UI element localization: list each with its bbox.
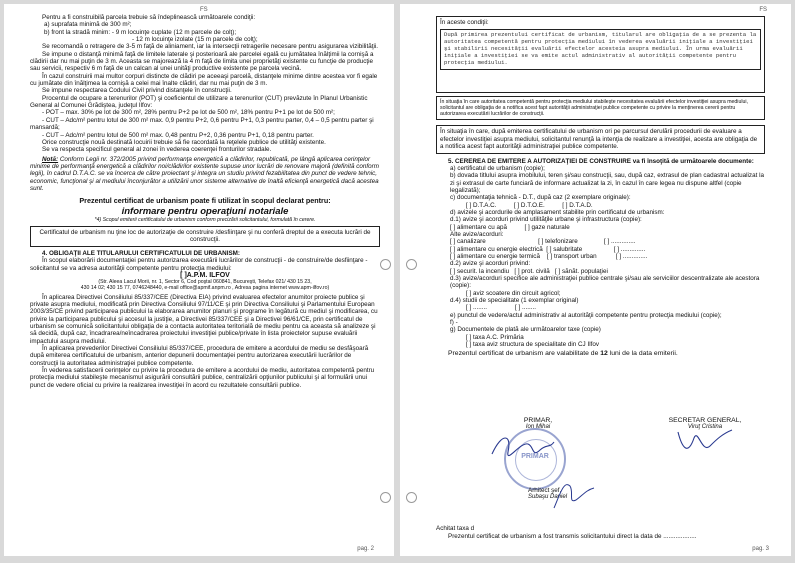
validity-suffix: luni de la data emiterii. (609, 350, 678, 358)
doc-line: f) - (450, 319, 458, 327)
doc-line: b) dovada titlului asupra imobilului, teren şi/sau construcţii, sau, după caz, extrasul de plan cadastral actualizat la zi şi extrasul de carte funciară de informare actualizat la zi, în cazul în care legea nu dispune altfel (copie legalizată); (450, 172, 764, 194)
conditions-box-3 (436, 125, 765, 153)
page-label: pag. (357, 546, 369, 552)
agency-address: (Str. Aleea Lacul Morii, nr. 1, Sector 6, Cod poştal 060841, Bucureşti, Telefax 021/ 430 15 23, (98, 279, 312, 286)
paragraph: În aplicarea Directivei Consiliului 85/337/CEE (Directiva EIA) privind evaluarea efectelor anumitor proiecte publice şi private asupra mediului, modificată prin Directiva Consiliului 97/11/CE şi prin Directiva Consiliului şi Parlamentului European 2003/35/CE privind participarea publicului la elaborarea anumitor planuri şi programe în legătură cu mediul şi modificarea, cu privire la participarea publicului şi accesul la justiţie, a Directivei 85/337/CEE şi a Directivei 96/61/CE, prin certificatul de urbanism se comunică solicitantului obligaţia de a contacta autoritatea teritorială de mediu pentru ca aceasta să analizeze şi să decidă, după caz, încadrarea/neîncadrarea proiectului investiţiei publice/private în lista proiectelor supuse evaluării impactului asupra mediului. (30, 293, 378, 345)
agency-name: [ ]A.P.M. ILFOV (180, 271, 230, 279)
conditions-box-2 (436, 96, 765, 121)
doc-line: [ ] taxa aviz structura de specialitate din CJ Ilfov (466, 341, 599, 349)
document-page-2 (4, 4, 394, 556)
validity-text: Prezentul certificat de urbanism are valabilitate de (448, 350, 599, 358)
warning-text: Certificatul de urbanism nu ţine loc de autorizaţie de construire /desfiinţare şi nu conferă dreptul de a executa lucrări de construcţii. (39, 229, 371, 244)
text-line: În cazul construirii mai multor corpuri distincte de clădiri pe aceeaşi parcelă, distanţele minime dintre acestea vor fi egale cu jumătate din înălţimea la cornişă a celei mai înalte clădiri, dar nu mai puţin de 3 m. (30, 72, 378, 88)
secretar-signature (672, 424, 742, 468)
secretar-title: SECRETAR GENERAL, (668, 417, 742, 424)
text-line: Se impune o distanţă minimă faţă de limitele laterale şi posterioară ale parcelei egală cu jumătatea înălţimii la cornişă a clădirii dar nu mai puţin de 3 m. Aceasta se majorează la 4 m faţă de limita unei proprietăţi existente cu funcţie de producţie sau servicii, respectiv 6 m faţă de un calcan al unei unităţi productive existente pe parcela vecină. (30, 50, 374, 73)
doc-line: [ ] alimentare cu energie electrică [ ] salubritate [ ] .............. (450, 245, 646, 253)
purpose-footnote: *4) Scopul emiterii certificatului de urbanism conform precizării solicitantului, formulată în cerere. (94, 216, 316, 223)
section-4-intro: În scopul elaborării documentaţiei pentru autorizarea executării lucrărilor de construcţii - de construire/de desfiinţare - solicitantul se va adresa autorităţii competente pentru protecţia mediului: (30, 257, 368, 272)
punch-hole (380, 492, 391, 503)
primar-name: Ion Mihai (525, 424, 551, 430)
section-4-title: 4. OBLIGAŢII ALE TITULARULUI CERTIFICATULUI DE URBANISM: (42, 249, 240, 257)
text-line: Orice construcţie nouă destinată locuirii trebuie să fie racordată la reţelele publice de utilităţi existente. (42, 138, 326, 146)
doc-line: [ ] D.T.A.C. [ ] D.T.O.E. [ ] D.T.A.D. (466, 201, 593, 209)
arhitect-signature (550, 474, 600, 514)
header-mark: FS (759, 7, 767, 13)
doc-line: [ ] canalizare [ ] telefonizare [ ] .............. (450, 238, 636, 246)
stamp-label: PRIMAR (521, 453, 549, 460)
doc-line: [ ] alimentare cu apă [ ] gaze naturale (450, 223, 570, 231)
purpose-title: informare pentru operaţiuni notariale (121, 205, 289, 217)
paragraph: În aplicarea prevederilor Directivei Consiliului 85/337/CEE, procedura de emitere a acordului de mediu se desfăşoară după emiterea certificatului de urbanism, anterior depunerii documentaţiei pentru autorizarea executării lucrărilor de construcţii la autoritatea administraţiei publice competente. (30, 345, 369, 367)
arhitect-title: Arhitect şef, (528, 487, 562, 494)
text-line: Se impune respectarea Codului Civil privind distanţele în construcţii. (42, 87, 232, 95)
punch-hole (380, 259, 391, 270)
doc-line: [ ] ........ [ ] ........ (466, 304, 536, 312)
page-number (752, 546, 769, 552)
primar-title: PRIMAR, (523, 417, 553, 424)
arhitect-name: Subaşu Daniel (528, 494, 568, 500)
text-line: b) front la stradă minim: - 9 m locuinţe cuplate (12 m parcele de colţ); (44, 28, 237, 36)
achitat-line: Achitat taxa d (436, 525, 475, 532)
agency-contact: 430 14 02; 430 15 77, 0746248440, e-mail office@apmif.anpm.ro , Adresa pagina internet www.apm-ilfov.ro) (80, 285, 330, 292)
page-number-value: 2 (370, 546, 374, 552)
doc-line: d) avizele şi acordurile de amplasament stabilite prin certificatul de urbanism: (450, 208, 665, 216)
doc-line: [ ] alimentare cu energie termică [ ] transport urban [ ] .............. (450, 252, 648, 260)
secretar-name: Viruţ Cristina (687, 424, 723, 430)
transmis-line: Prezentul certificat de urbanism a fost transmis solicitantului direct la data de ................... (448, 533, 697, 540)
note-label: Notă: (42, 155, 59, 163)
doc-line: [ ] aviz scoatere din circuit agricol; (466, 289, 561, 297)
doc-line: a) certificatul de urbanism (copie); (450, 164, 545, 172)
punch-hole (406, 259, 417, 270)
primar-signature (488, 424, 558, 474)
text-line: - POT – max. 30% pe lot de 300 m², 28% pentru P+2 pe lot de 500 m², 18% pentru P+1 pe lot de 500 m²; (42, 109, 335, 117)
text-line: - 12 m locuinţe izolate (15 m parcele de colţ); (132, 36, 258, 44)
conditions-text-2: În situaţia în care autoritatea competentă pentru protecţia mediului stabileşte necesitatea evaluării efectelor investiţiei asupra mediului, solicitantul are obligaţia de a notifica acest fapt autorităţii administraţiei publice competente cu privire la menţinerea cererii pentru autorizarea executării lucrărilor de construcţii. (440, 98, 748, 118)
conditions-text: După primirea prezentului certificat de urbanism, titularul are obligaţia de a se prezenta la autoritatea competentă pentru protecţia mediului în vederea evaluării iniţiale a investiţiei şi stabilirii necesităţii evaluării efectelor acesteia asupra mediului. În urma evaluării iniţiale a investiţiei se va emite actul administrativ al autorităţii competente pentru protecţia mediului. (444, 31, 757, 66)
conditions-label: În aceste condiţii: (440, 19, 489, 26)
doc-line: Alte avize/acorduri: (450, 230, 504, 238)
validity-months: 12 (600, 350, 608, 358)
validity-line (436, 350, 765, 357)
document-page-3 (400, 4, 791, 556)
header-mark: FS (200, 7, 208, 13)
text-line: Pentru a fi construibilă parcela trebuie să îndeplinească următoarele condiţii: (42, 14, 256, 21)
page-3-content (436, 14, 765, 358)
text-line: - CUT – Adc/m² pentru lotul de 500 m² max. 0,48 pentru P+2, 0,36 pentru P+1, 0,18 pentru parter. (42, 131, 314, 139)
doc-line: d.1) avize şi acorduri privind utilităţile urbane şi infrastructura (copie): (450, 216, 642, 224)
text-line: Se va respecta specificul general al zonei în vederea coerenţei fronturilor stradale. (42, 146, 272, 154)
doc-line: e) punctul de vedere/actul administrativ al autorităţii competente pentru protecţia mediului (copie); (450, 311, 722, 319)
text-line: Procentul de ocupare a terenurilor (POT) şi coeficientul de utilizare a terenurilor (CUT) prevăzute în Planul Urbanistic General al Comunei Grădiştea, judeţul Ilfov: (30, 94, 368, 110)
page-label: pag. (752, 546, 764, 552)
doc-line: [ ] securit. la incendiu [ ] prot. civilă [ ] sănăt. populaţiei (450, 267, 608, 275)
punch-hole (406, 492, 417, 503)
doc-line: d.2) avize şi acorduri privind: (450, 260, 531, 268)
paragraph: În vederea satisfacerii cerinţelor cu privire la procedura de emitere a acordului de mediu, autoritatea competentă pentru protecţia mediului stabileşte mecanismul asigurării consultării publice, centralizării opţiunilor publicului şi al formulării unui punct de vedere oficial cu privire la realizarea investiţiei în acord cu rezultatele consultării publice. (30, 367, 375, 389)
doc-line: c) documentaţia tehnică - D.T., după caz (2 exemplare originale): (450, 194, 631, 202)
doc-line: g) Documentele de plată ale următoarelor taxe (copie) (450, 326, 601, 334)
note-paragraph (30, 156, 380, 193)
purpose-intro: Prezentul certificat de urbanism poate fi utilizat în scopul declarat pentru: (79, 196, 331, 206)
doc-line: d.3) avize/acorduri specifice ale administraţiei publice centrale şi/sau ale serviciilor descentralizate ale acestora (copie): (450, 275, 760, 290)
section-5-title: 5. CEREREA DE EMITERE A AUTORIZAŢIEI DE CONSTRUIRE va fi însoţită de următoarele documente: (448, 157, 754, 165)
note-text: Conform Legii nr. 372/2005 privind performanţa energetică a clădirilor, republicată, pe lângă aplicarea cerinţelor minime de performanţă energetică a clădirilor noi/clădirilor existente supuse unor lucrări de renovare majoră (definită conform legii), în cadrul D.T.A.C. se va încerca de către proiectant şi integra un studiu privind fezabilitatea din punct de vedere tehnic, economic, funcţional şi al mediului înconjurător a utilizării unor sisteme alternative de înaltă eficienţă energetică dacă acestea sunt. (30, 155, 379, 192)
doc-line: d.4) studii de specialitate (1 exemplar original) (450, 297, 579, 305)
text-line: - CUT – Adc/m² pentru lotul de 300 m² max. 0,9 pentru P+2, 0,6 pentru P+1, 0,3 pentru parter, 0,4 – 0,5 pentru parter şi mansardă; (30, 116, 374, 132)
doc-line: [ ] taxa A.C. Primăria (466, 333, 524, 341)
warning-box (30, 226, 380, 247)
conditions-box-text (440, 29, 761, 70)
conditions-box (436, 16, 765, 93)
page-number (357, 546, 374, 552)
page-2-content (30, 14, 380, 389)
text-line: Se recomandă o retragere de 3-5 m faţă de aliniament, iar la intersecţii retragerile necesare pentru asigurarea vizibilităţii. (42, 43, 379, 51)
conditions-text-3: În situaţia în care, după emiterea certificatului de urbanism ori pe parcursul derulării procedurii de evaluare a efectelor investiţiei asupra mediului, solicitantul renunţă la intenţia de realizare a investiţiei, acesta are obligaţia de a notifica acest fapt autorităţii administraţiei publice competente. (440, 128, 758, 151)
text-line: a) suprafata minimă de 300 m²; (44, 21, 132, 29)
page-number-value: 3 (765, 546, 769, 552)
